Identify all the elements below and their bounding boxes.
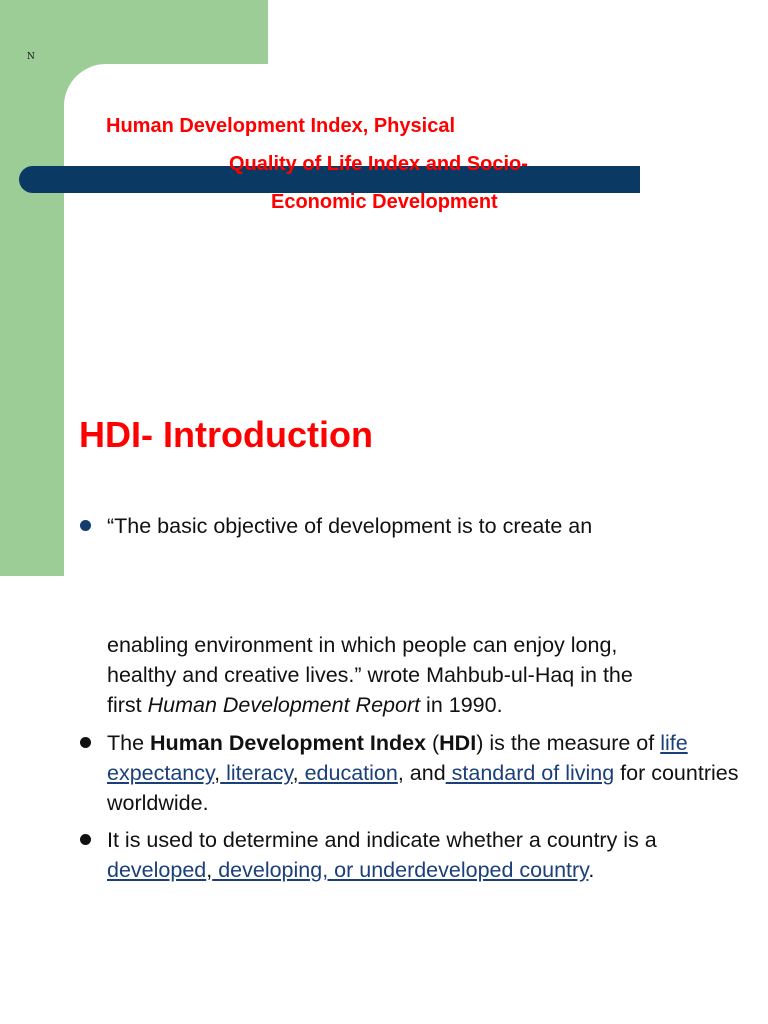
title-line-1: Human Development Index, Physical [106, 115, 455, 137]
text: It is used to determine and indicate whether a country is a [107, 828, 657, 852]
standard-of-living-link[interactable]: standard of living [445, 761, 615, 785]
text: for countries worldwide. [107, 761, 739, 815]
bullet-3 [107, 825, 747, 885]
developed-link[interactable]: developed [107, 858, 207, 882]
bullet-dot-icon [80, 520, 91, 531]
bullet-1-line-4-end: in 1990. [420, 693, 503, 717]
separator: , and [397, 761, 446, 785]
bullet-2 [107, 728, 747, 818]
separator: , [214, 761, 221, 785]
section-heading: HDI- Introduction [79, 414, 373, 455]
report-title: Human Development Report [147, 693, 421, 717]
literacy-link[interactable]: literacy [220, 761, 293, 785]
bullet-dot-icon [80, 737, 91, 748]
bullet-1-first-line: “The basic objective of development is to create an [107, 514, 593, 538]
bullet-1-line-4-start: first [107, 693, 148, 717]
hdi-full-name: Human Development Index [150, 731, 427, 755]
text: The [107, 731, 151, 755]
text: ( [426, 731, 440, 755]
hdi-abbreviation: HDI [439, 731, 477, 755]
education-link[interactable]: education [298, 761, 398, 785]
separator: , [206, 858, 213, 882]
corner-mark: N [27, 52, 35, 62]
separator: , [292, 761, 299, 785]
title-line-3: Economic Development [271, 191, 498, 213]
life-expectancy-link[interactable]: life expectancy [107, 731, 688, 785]
text: ) is the measure of [476, 731, 661, 755]
developing-link[interactable]: developing, or underdeveloped country [212, 858, 589, 882]
bullet-1-line-3: healthy and creative lives.” wrote Mahbub-ul-Haq in the [107, 663, 633, 687]
bullet-1-continuation [107, 630, 747, 720]
bullet-1-line-2: enabling environment in which people can enjoy long, [107, 633, 618, 657]
text: . [588, 858, 595, 882]
title-line-2: Quality of Life Index and Socio- [229, 153, 528, 175]
bullet-dot-icon [80, 834, 91, 845]
